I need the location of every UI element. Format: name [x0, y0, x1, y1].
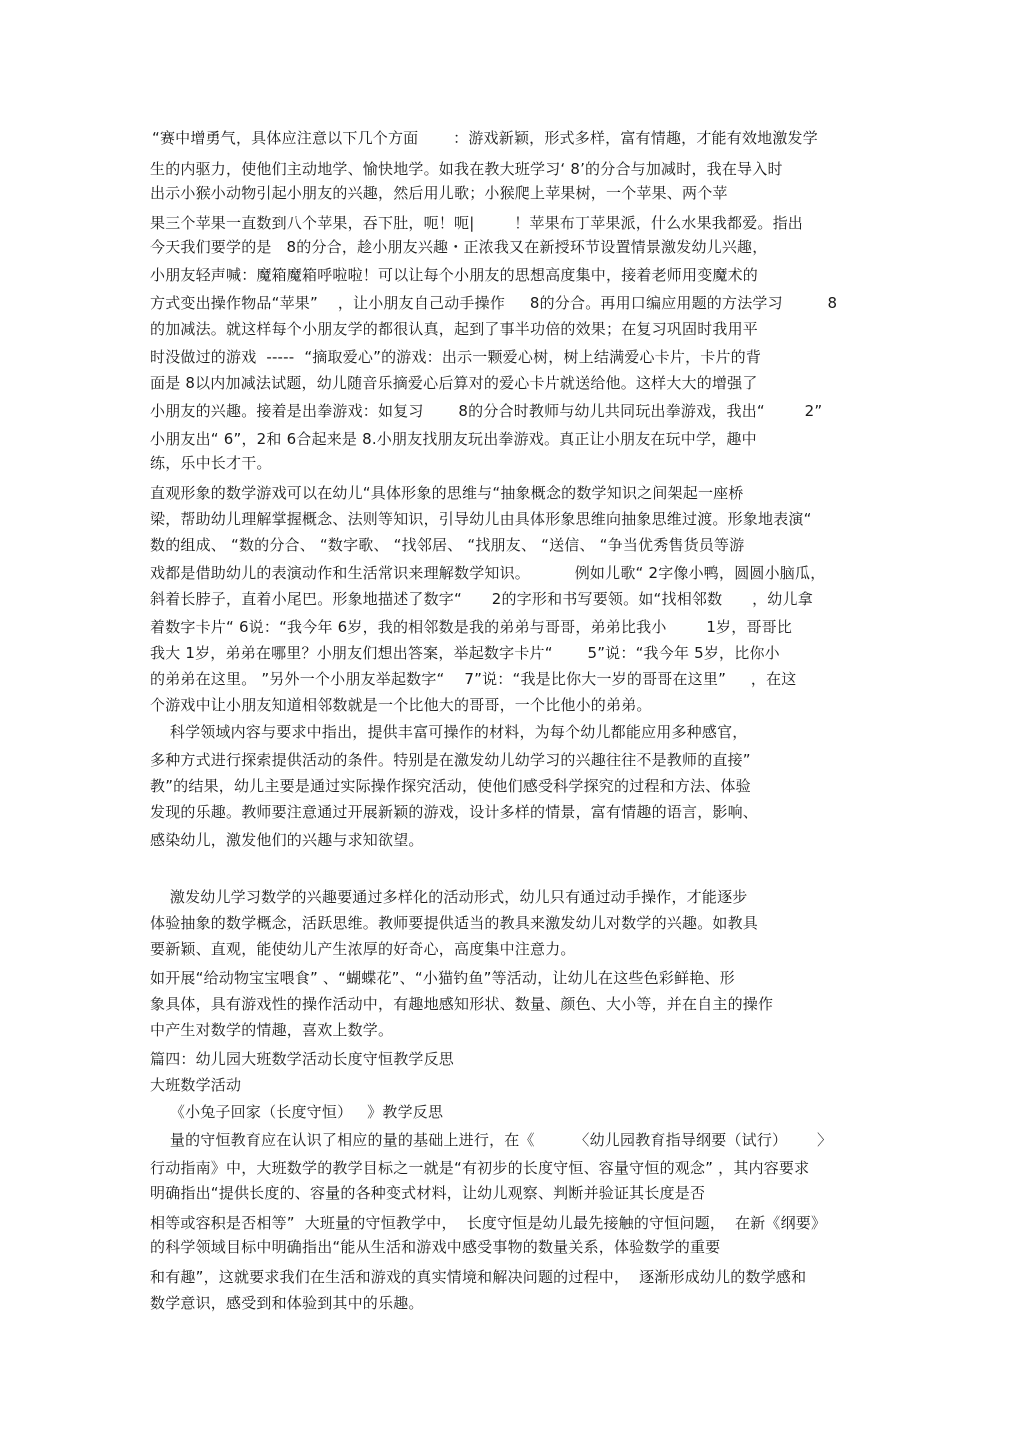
text-line: 激发幼儿学习数学的兴趣要通过多样化的活动形式，幼儿只有通过动手操作，才能逐步	[150, 888, 748, 906]
text-line: 和有趣”，这就要求我们在生活和游戏的真实情境和解决问题的过程中， 逐渐形成幼儿的数学感和	[150, 1268, 807, 1286]
section-heading: 篇四：幼儿园大班数学活动长度守恒教学反思	[150, 1050, 455, 1068]
text-line: 戏都是借助幼儿的表演动作和生活常识来理解数学知识。 例如儿歌“ 2字像小鸭，圆圆小脑瓜，	[150, 564, 826, 582]
text-line: 直观形象的数学游戏可以在幼儿“具体形象的思维与“抽象概念的数学知识之间架起一座桥	[150, 484, 744, 502]
text-line: 发现的乐趣。教师要注意通过开展新颖的游戏，设计多样的情景，富有情趣的语言，影响、	[150, 803, 759, 821]
text-line: 大班数学活动	[150, 1076, 242, 1094]
text-line: 今天我们要学的是 8的分合，趁小朋友兴趣・正浓我又在新授环节设置情景激发幼儿兴趣，	[150, 238, 768, 256]
text-line: 个游戏中让小朋友知道相邻数就是一个比他大的哥哥，一个比他小的弟弟。	[150, 696, 652, 714]
text-line: 时没做过的游戏 ----- “摘取爱心”的游戏：出示一颗爱心树，树上结满爱心卡片，卡片的背	[150, 348, 762, 366]
text-line: 数学意识，感受到和体验到其中的乐趣。	[150, 1294, 424, 1312]
text-line: 生的内驱力，使他们主动地学、愉快地学。如我在教大班学习‘ 8’的分合与加减时，我在导入时	[150, 160, 783, 178]
text-line: 量的守恒教育应在认识了相应的量的基础上进行，在《 〈幼儿园教育指导纲要（试行） 〉	[150, 1131, 833, 1149]
text-line: 感染幼儿，激发他们的兴趣与求知欲望。	[150, 831, 424, 849]
text-line: 出示小猴小动物引起小朋友的兴趣，然后用儿歌；小猴爬上苹果树，一个苹果、两个苹	[150, 184, 728, 202]
text-line: 《小兔子回家（长度守恒） 》教学反思	[150, 1103, 444, 1121]
text-line: 科学领域内容与要求中指出，提供丰富可操作的材料，为每个幼儿都能应用多种感官，	[150, 723, 748, 741]
text-line: 如开展“给动物宝宝喂食” 、“蝴蝶花”、“小猫钓鱼”等活动，让幼儿在这些色彩鲜艳、形	[150, 969, 735, 987]
text-line: 我大 1岁，弟弟在哪里？小朋友们想出答案，举起数字卡片“ 5”说：“我今年 5岁，比你小	[150, 644, 780, 662]
text-line: 小朋友出“ 6”，2和 6合起来是 8.小朋友找朋友玩出拳游戏。真正让小朋友在玩中学，趣中	[150, 430, 757, 448]
text-line: 面是 8以内加减法试题，幼儿随音乐摘爱心后算对的爱心卡片就送给他。这样大大的增强了	[150, 374, 758, 392]
text-line: “赛中增勇气，具体应注意以下几个方面 ：游戏新颖，形式多样，富有情趣，才能有效地激发学	[152, 129, 818, 147]
text-line: 练，乐中长才干。	[150, 454, 272, 472]
text-line: 行动指南》中，大班数学的教学目标之一就是“有初步的长度守恒、容量守恒的观念” ，其内容要求	[150, 1159, 810, 1177]
text-line: 要新颖、直观，能使幼儿产生浓厚的好奇心，高度集中注意力。	[150, 940, 576, 958]
text-line: 的科学领域目标中明确指出“能从生活和游戏中感受事物的数量关系，体验数学的重要	[150, 1238, 721, 1256]
text-line: 象具体，具有游戏性的操作活动中，有趣地感知形状、数量、颜色、大小等，并在自主的操作	[150, 995, 774, 1013]
text-line: 果三个苹果一直数到八个苹果，吞下肚，呃！呃| ！苹果布丁苹果派，什么水果我都爱。指出	[150, 214, 804, 232]
text-line: 中产生对数学的情趣，喜欢上数学。	[150, 1021, 394, 1039]
text-line: 数的组成、 “数的分合、 “数字歌、 “找邻居、 “找朋友、 “送信、 “争当优秀售货员等游	[150, 536, 745, 554]
text-line: 着数字卡片“ 6说：“我今年 6岁，我的相邻数是我的弟弟与哥哥，弟弟比我小 1岁，哥哥比	[150, 618, 793, 636]
text-line: 教”的结果，幼儿主要是通过实际操作探究活动，使他们感受科学探究的过程和方法、体验	[150, 777, 751, 795]
text-line: 多种方式进行探索提供活动的条件。特别是在激发幼儿幼学习的兴趣往往不是教师的直接”	[150, 751, 751, 769]
text-line: 相等或容积是否相等” 大班量的守恒教学中， 长度守恒是幼儿最先接触的守恒问题， 在新《纲要》	[150, 1214, 827, 1232]
text-line: 明确指出“提供长度的、容量的各种变式材料，让幼儿观察、判断并验证其长度是否	[150, 1184, 706, 1202]
text-line: 的弟弟在这里。 ”另外一个小朋友举起数字“ 7”说：“我是比你大一岁的哥哥在这里” ，在这	[150, 670, 797, 688]
text-line: 小朋友轻声喊：魔箱魔箱呼啦啦！可以让每个小朋友的思想高度集中，接着老师用变魔术的	[150, 266, 759, 284]
text-line: 斜着长脖子，直着小尾巴。形象地描述了数字“ 2的字形和书写要领。如“找相邻数 ，幼儿拿	[150, 590, 813, 608]
text-line: 方式变出操作物品“苹果” ，让小朋友自己动手操作 8的分合。再用口编应用题的方法学习 8	[150, 294, 838, 312]
text-line: 体验抽象的数学概念，活跃思维。教师要提供适当的教具来激发幼儿对数学的兴趣。如教具	[150, 914, 759, 932]
text-line: 的加减法。就这样每个小朋友学的都很认真，起到了事半功倍的效果；在复习巩固时我用平	[150, 320, 759, 338]
text-line: 小朋友的兴趣。接着是出拳游戏：如复习 8的分合时教师与幼儿共同玩出拳游戏，我出“ 2”	[150, 402, 823, 420]
text-line: 梁，帮助幼儿理解掌握概念、法则等知识，引导幼儿由具体形象思维向抽象思维过渡。形象地表演“	[150, 510, 812, 528]
